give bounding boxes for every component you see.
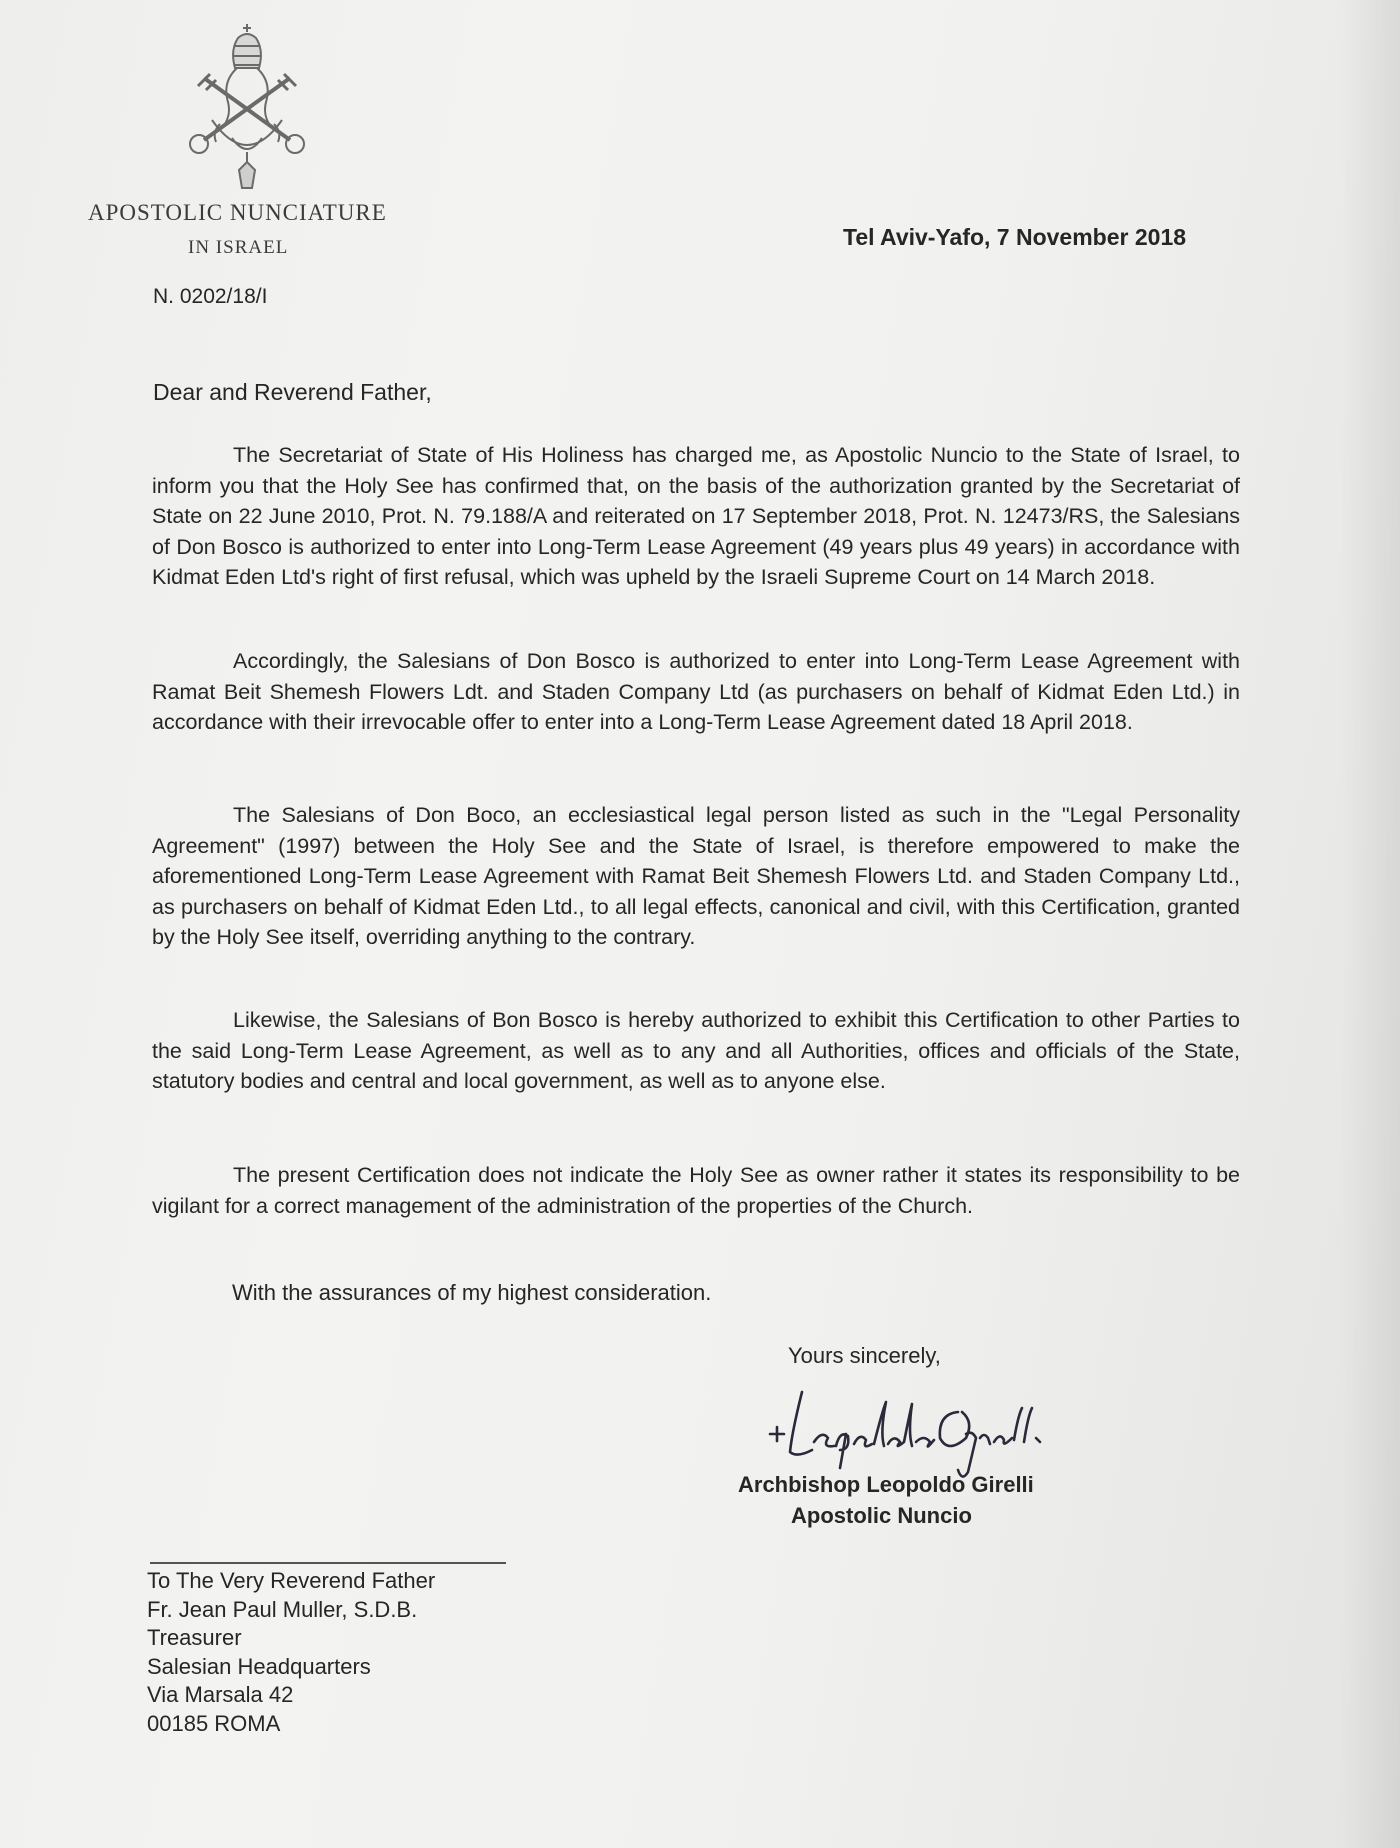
addressee-block — [147, 1567, 435, 1738]
addressee-line: 00185 ROMA — [147, 1710, 281, 1736]
divider-line — [150, 1562, 506, 1564]
addressee-line: Via Marsala 42 — [147, 1682, 294, 1707]
body-paragraph: Accordingly, the Salesians of Don Bosco is authorized to enter into Long-Term Lease Agreement with Ramat Beit Shemesh Flowers Ldt. and Staden Company Ltd (as purchasers on behalf of Kidmat Eden Ltd.) in accordance with their irrevocable offer to enter into a Long-Term Lease Agreement dated 18 April 2018. — [152, 649, 1240, 734]
body-paragraph: The Secretariat of State of His Holiness has charged me, as Apostolic Nuncio to the State of Israel, to inform you that the Holy See has confirmed that, on the basis of the authorization granted by the Secretariat of State on 22 June 2010, Prot. N. 79.188/A and reiterated on 17 September 2018, Prot. N. 12473/RS, the Salesians of Don Bosco is authorized to enter into Long-Term Lease Agreement (49 years plus 49 years) in accordance with Kidmat Eden Ltd's right of first refusal, which was upheld by the Israeli Supreme Court on 14 March 2018. — [152, 443, 1240, 589]
letterhead-title: APOSTOLIC NUNCIATURE — [88, 200, 387, 225]
reference-number: N. 0202/18/I — [153, 285, 268, 308]
closing-line: With the assurances of my highest consideration. — [232, 1280, 712, 1305]
addressee-line: To The Very Reverend Father — [147, 1568, 436, 1593]
body-paragraph: The present Certification does not indicate the Holy See as owner rather it states its responsibility to be vigilant for a correct management of the administration of the properties of the Church. — [152, 1163, 1240, 1218]
signatory-title: Apostolic Nuncio — [791, 1503, 972, 1528]
signoff: Yours sincerely, — [788, 1343, 941, 1368]
page-shadow — [1340, 0, 1400, 1848]
signatory-name: Archbishop Leopoldo Girelli — [738, 1472, 1034, 1497]
letterhead-subtitle: IN ISRAEL — [188, 237, 289, 258]
papal-coat-of-arms-icon — [172, 20, 322, 195]
body-paragraph: Likewise, the Salesians of Bon Bosco is hereby authorized to exhibit this Certification to other Parties to the said Long-Term Lease Agreement, as well as to any and all Authorities, offices and officials of the State, statutory bodies and central and local government, as well as to anyone else. — [152, 1008, 1240, 1093]
addressee-line: Salesian Headquarters — [147, 1653, 371, 1679]
handwritten-signature — [762, 1372, 1082, 1482]
place-and-date: Tel Aviv-Yafo, 7 November 2018 — [843, 224, 1187, 250]
salutation: Dear and Reverend Father, — [153, 379, 432, 405]
addressee-line: Fr. Jean Paul Muller, S.D.B. — [147, 1596, 418, 1622]
addressee-line: Treasurer — [147, 1625, 242, 1650]
body-paragraph: The Salesians of Don Boco, an ecclesiastical legal person listed as such in the "Legal Personality Agreement" (1997) between the Holy See and the State of Israel, is therefore empowered to make the aforementioned Long-Term Lease Agreement with Ramat Beit Shemesh Flowers Ltd. and Staden Company Ltd., as purchasers on behalf of Kidmat Eden Ltd., to all legal effects, canonical and civil, with this Certification, granted by the Holy See itself, overriding anything to the contrary. — [152, 803, 1240, 949]
